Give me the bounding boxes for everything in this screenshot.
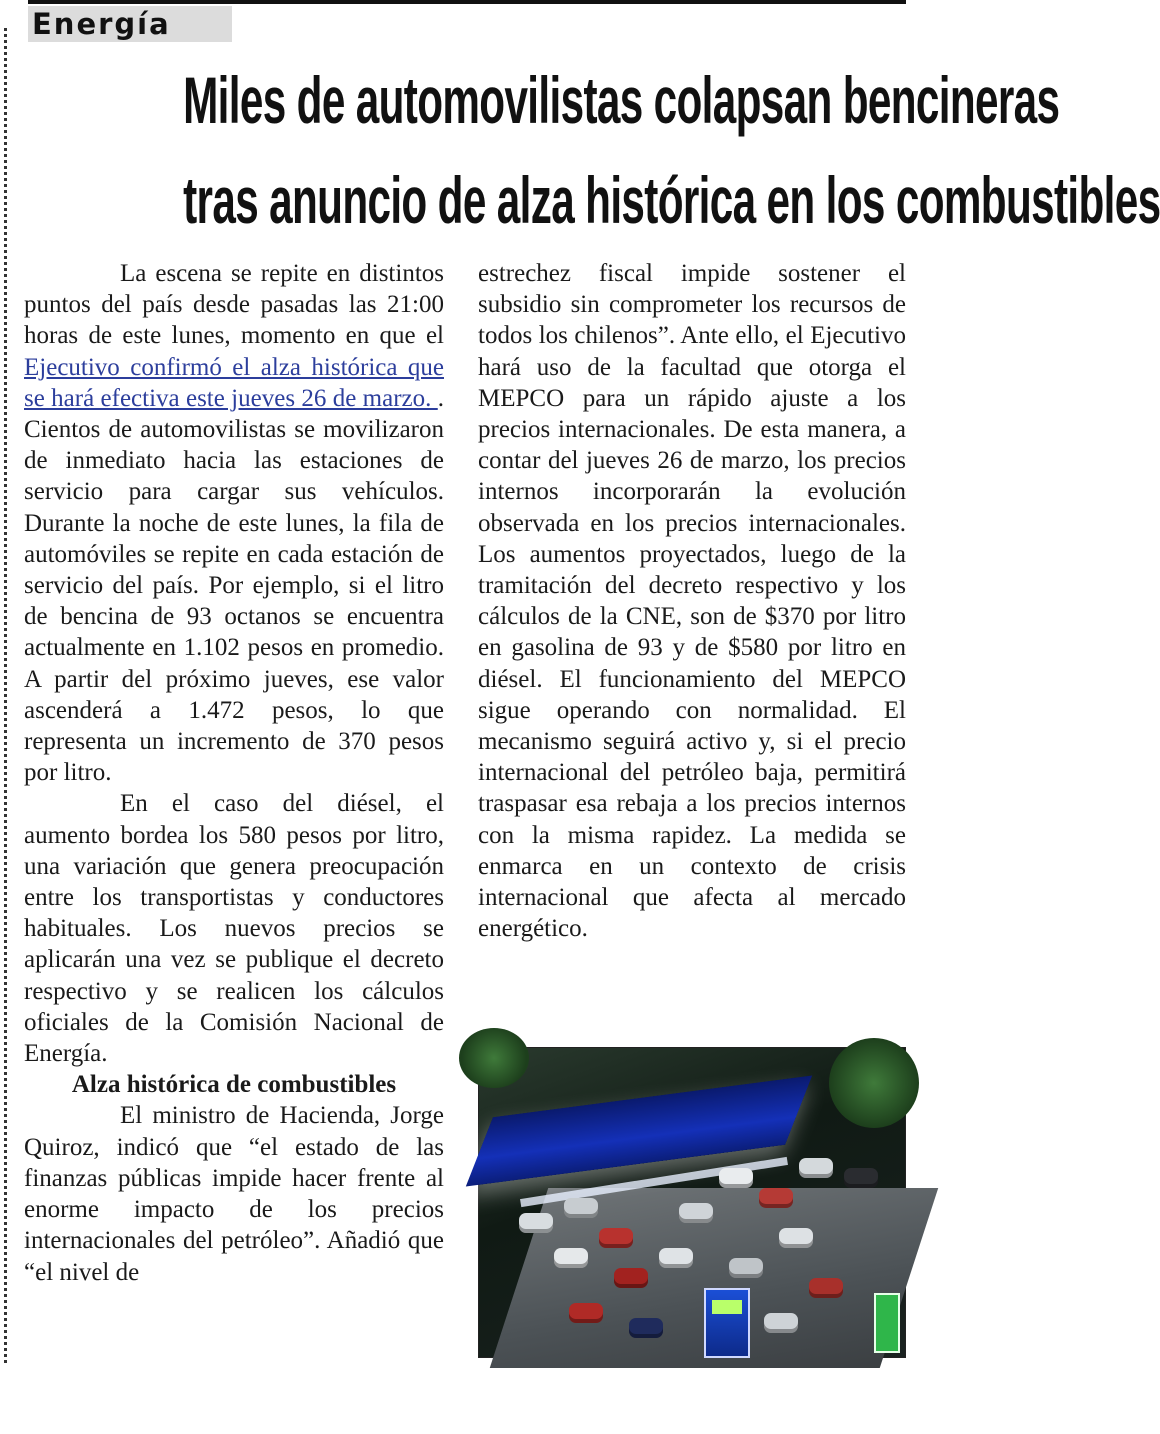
tree-shape (829, 1038, 919, 1128)
car-shape (729, 1258, 763, 1278)
paragraph-4: estrechez fiscal impide sostener el subsidio sin comprometer los recursos de todos los chilenos”. Ante ello, el Ejecutivo hará uso de la facultad que otorga el MEPCO para un rápido ajuste a los precios internacionales. De esta manera, a contar del jueves 26 de marzo, los precios internos incorporarán la evolución observada en los precios internacionales. Los aumentos proyectados, luego de la tramitación del decreto respectivo y los cálculos de la CNE, son de $370 por litro en gasolina de 93 y de $580 por litro en diésel. El funcionamiento del MEPCO sigue operando con normalidad. El mecanismo seguirá activo y, si el precio internacional del petróleo baja, permitirá traspasar esa rebaja a los precios internos con la misma rapidez. La medida se enmarca en un contexto de crisis internacional que afecta al mercado energético. (478, 260, 906, 943)
gas-station-photo (478, 1047, 906, 1358)
headline (24, 50, 1160, 250)
fuel-pump-sign (704, 1288, 750, 1358)
left-column (24, 258, 444, 1288)
car-shape (519, 1213, 553, 1233)
car-shape (759, 1188, 793, 1208)
section-tag: Energía (28, 6, 232, 42)
headline-line-1: Miles de automovilistas colapsan bencineras (183, 63, 1060, 137)
car-shape (564, 1198, 598, 1218)
car-shape (679, 1203, 713, 1223)
car-shape (779, 1228, 813, 1248)
headline-line-2: tras anuncio de alza histórica en los combustibles (183, 163, 1160, 237)
station-canopy (466, 1075, 812, 1186)
paragraph-1-end: . Cientos de automovilistas se movilizaron de inmediato hacia las estaciones de servicio para cargar sus vehículos. Durante la noche de este lunes, la fila de automóviles se repite en cada estación de servicio del país. Por ejemplo, si el litro de bencina de 93 octanos se encuentra actualmente en 1.102 pesos en promedio. A partir del próximo jueves, ese valor ascenderá a 1.472 pesos, lo que representa un incremento de 370 pesos por litro. (24, 384, 444, 787)
paragraph-2: En el caso del diésel, el aumento bordea los 580 pesos por litro, una variación que genera preocupación entre los transportistas y conductores habituales. Los nuevos precios se aplicarán una vez se publique el decreto respectivo y se realicen los cálculos oficiales de la Comisión Nacional de Energía. (24, 790, 444, 1068)
car-shape (629, 1318, 663, 1338)
top-rule (28, 0, 906, 4)
paragraph-1 (24, 258, 444, 788)
car-shape (554, 1248, 588, 1268)
subheading: Alza histórica de combustibles (71, 1071, 397, 1099)
car-shape (799, 1158, 833, 1178)
tree-shape (459, 1028, 529, 1088)
right-column (478, 258, 906, 944)
car-shape (599, 1228, 633, 1248)
paragraph-1-start: La escena se repite en distintos puntos del país desde pasadas las 21:00 horas de este lunes, momento en que el (24, 260, 444, 350)
car-shape (844, 1168, 878, 1188)
green-sign (874, 1293, 900, 1353)
article-link[interactable]: Ejecutivo confirmó el alza histórica que se hará efectiva este jueves 26 de marzo. (24, 353, 444, 412)
car-shape (719, 1168, 753, 1188)
car-shape (764, 1313, 798, 1333)
car-shape (614, 1268, 648, 1288)
car-shape (569, 1303, 603, 1323)
car-shape (809, 1278, 843, 1298)
car-shape (659, 1248, 693, 1268)
paragraph-3: El ministro de Hacienda, Jorge Quiroz, indicó que “el estado de las finanzas públicas impide hacer frente al enorme impacto de los precios internacionales del petróleo”. Añadió que “el nivel de (24, 1102, 444, 1286)
left-dotted-border (4, 28, 7, 1363)
